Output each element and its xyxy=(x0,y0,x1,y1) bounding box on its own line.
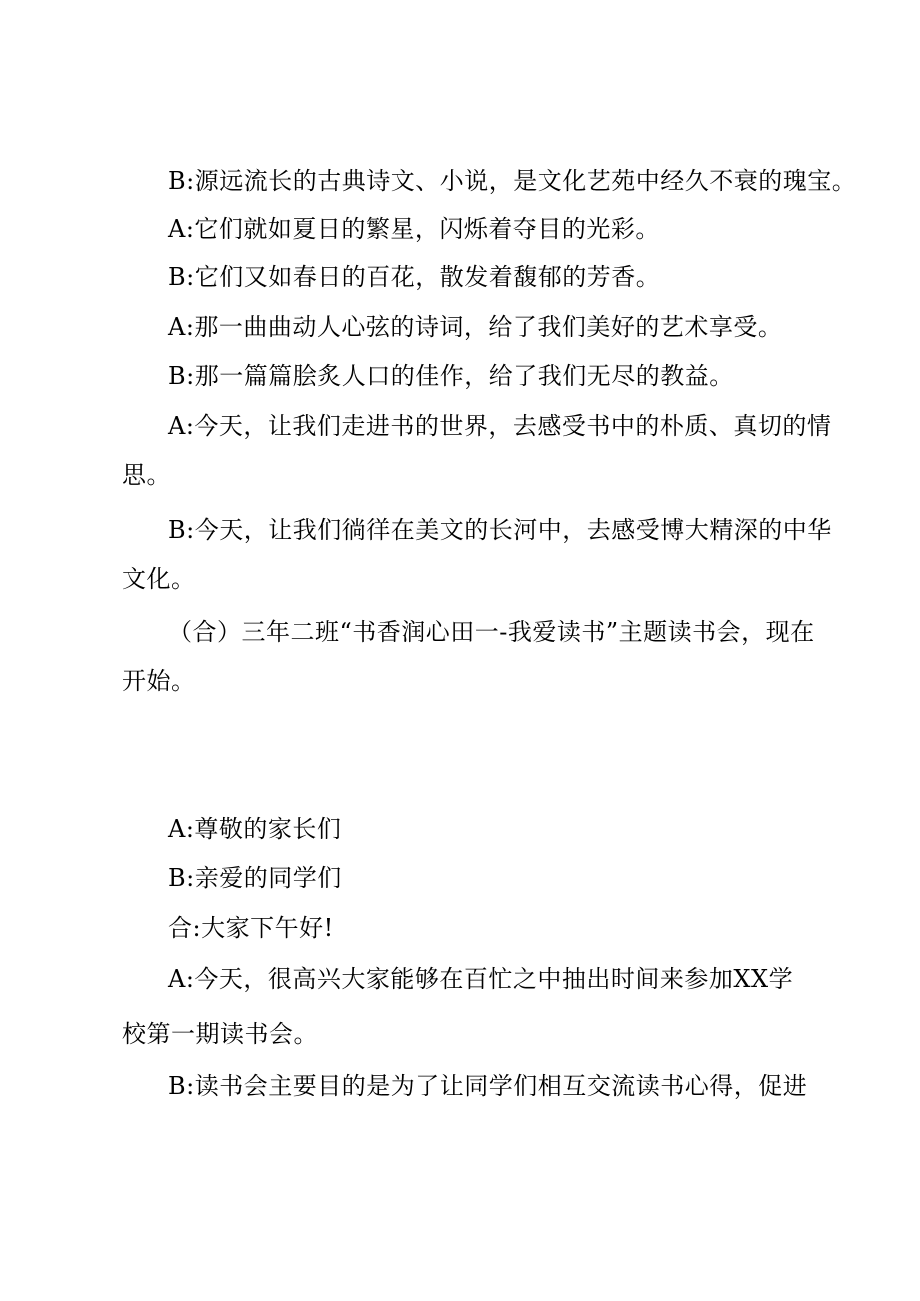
dialogue-line-continuation: 文化。 xyxy=(122,565,196,593)
dialogue-line: A:今天，很高兴大家能够在百忙之中抽出时间来参加XX学 xyxy=(168,965,794,993)
dialogue-line: 合:大家下午好! xyxy=(168,914,334,942)
dialogue-line: A:今天，让我们走进书的世界，去感受书中的朴质、真切的情 xyxy=(168,412,832,440)
dialogue-line: B:它们又如春日的百花，散发着馥郁的芳香。 xyxy=(168,263,661,291)
dialogue-line-continuation: 校第一期读书会。 xyxy=(122,1020,318,1048)
dialogue-line: A:它们就如夏日的繁星，闪烁着夺目的光彩。 xyxy=(168,215,660,243)
dialogue-line-continuation: 思。 xyxy=(122,461,171,489)
dialogue-line: B:今天，让我们徜徉在美文的长河中，去感受博大精深的中华 xyxy=(168,516,832,544)
dialogue-line: B:读书会主要目的是为了让同学们相互交流读书心得，促进 xyxy=(168,1072,808,1100)
dialogue-line: B:那一篇篇脍炙人口的佳作，给了我们无尽的教益。 xyxy=(168,362,734,390)
dialogue-line: B:源远流长的古典诗文、小说，是文化艺苑中经久不衰的瑰宝。 xyxy=(168,167,857,195)
dialogue-line: A:那一曲曲动人心弦的诗词，给了我们美好的艺术享受。 xyxy=(168,313,783,341)
dialogue-line: A:尊敬的家长们 xyxy=(168,815,342,843)
dialogue-line: （合）三年二班“书香润心田一-我爱读书”主题读书会，现在 xyxy=(168,618,815,646)
dialogue-line-continuation: 开始。 xyxy=(122,667,196,695)
dialogue-line: B:亲爱的同学们 xyxy=(168,864,342,892)
